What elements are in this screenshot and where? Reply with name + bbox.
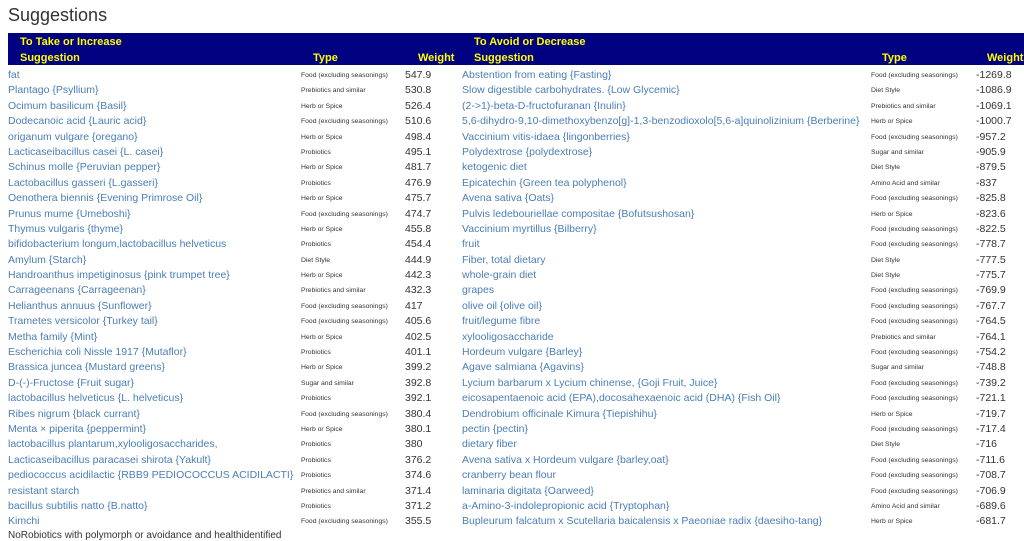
table-row bbox=[462, 191, 1024, 206]
weight-cell: 475.7 bbox=[405, 192, 432, 205]
table-row bbox=[462, 437, 1024, 452]
table-row bbox=[462, 299, 1024, 314]
suggestion-link[interactable]: Brassica juncea {Mustard greens} bbox=[8, 361, 166, 374]
avoid-list bbox=[462, 68, 1024, 530]
table-row bbox=[462, 268, 1024, 283]
suggestion-link[interactable]: Carrageenans {Carrageenan} bbox=[8, 284, 146, 297]
suggestion-link[interactable]: Epicatechin {Green tea polyphenol} bbox=[462, 176, 627, 189]
suggestion-link[interactable]: bacillus subtilis natto {B.natto} bbox=[8, 499, 148, 512]
weight-cell: 442.3 bbox=[405, 269, 432, 282]
suggestion-link[interactable]: whole-grain diet bbox=[462, 269, 537, 282]
type-cell: Prebiotics and similar bbox=[871, 102, 936, 110]
suggestion-link[interactable]: Plantago {Psyllium} bbox=[8, 84, 99, 97]
table-row bbox=[462, 314, 1024, 329]
type-cell: Food (excluding seasonings) bbox=[871, 379, 958, 387]
suggestion-link[interactable]: a-Amino-3-indolepropionic acid {Tryptophan} bbox=[462, 499, 670, 512]
suggestion-link[interactable]: 5,6-dihydro-9,10-dimethoxybenzo[g]-1,3-benzodioxolo[5,6-a]quinolizinium {Berberine} bbox=[462, 115, 860, 128]
table-row bbox=[8, 83, 448, 98]
suggestion-link[interactable]: laminaria digitata {Oarweed} bbox=[462, 484, 594, 497]
suggestion-link[interactable]: Lactobacillus gasseri {L.gasseri} bbox=[8, 176, 159, 189]
table-row bbox=[462, 345, 1024, 360]
suggestion-link[interactable]: fat bbox=[8, 69, 20, 81]
type-cell: Food (excluding seasonings) bbox=[871, 349, 958, 357]
table-row bbox=[462, 499, 1024, 514]
avoid-type-header: Type bbox=[882, 52, 907, 64]
weight-cell: -689.6 bbox=[976, 499, 1006, 512]
type-cell: Food (excluding seasonings) bbox=[301, 302, 388, 310]
suggestion-link[interactable]: Metha family {Mint} bbox=[8, 330, 98, 343]
weight-cell: -681.7 bbox=[976, 515, 1006, 528]
increase-section-header: To Take or Increase bbox=[20, 36, 122, 48]
table-row bbox=[8, 237, 448, 252]
table-row bbox=[462, 68, 1024, 83]
type-cell: Herb or Spice bbox=[301, 225, 343, 233]
table-row bbox=[8, 130, 448, 145]
suggestion-link[interactable]: Fiber, total dietary bbox=[462, 253, 546, 266]
increase-suggestion-header: Suggestion bbox=[20, 52, 80, 64]
table-row bbox=[462, 83, 1024, 98]
suggestion-link[interactable]: Schinus molle {Peruvian pepper} bbox=[8, 161, 161, 174]
suggestion-link[interactable]: Prunus mume {Umeboshi} bbox=[8, 207, 131, 220]
table-row bbox=[8, 468, 448, 483]
table-row bbox=[8, 145, 448, 160]
type-cell: Amino Acid and similar bbox=[871, 179, 940, 187]
weight-cell: 371.2 bbox=[405, 499, 432, 512]
suggestion-link[interactable]: Lycium barbarum x Lycium chinense, {Goji Fruit, Juice} bbox=[462, 376, 718, 389]
weight-cell: 454.4 bbox=[405, 238, 432, 251]
suggestion-link[interactable]: D-(-)-Fructose {Fruit sugar} bbox=[8, 376, 135, 389]
type-cell: Food (excluding seasonings) bbox=[871, 487, 958, 495]
weight-cell: -706.9 bbox=[976, 484, 1006, 497]
type-cell: Food (excluding seasonings) bbox=[301, 210, 388, 218]
type-cell: Food (excluding seasonings) bbox=[871, 287, 958, 295]
suggestion-link[interactable]: Oenothera biennis {Evening Primrose Oil} bbox=[8, 192, 203, 205]
weight-cell: -822.5 bbox=[976, 222, 1006, 235]
type-cell: Food (excluding seasonings) bbox=[871, 72, 958, 79]
table-row bbox=[462, 283, 1024, 298]
type-cell: Amino Acid and similar bbox=[871, 502, 940, 510]
table-row bbox=[8, 299, 448, 314]
table-row bbox=[8, 176, 448, 191]
suggestion-link[interactable]: Ribes nigrum {black currant} bbox=[8, 407, 140, 420]
weight-cell: -711.6 bbox=[976, 453, 1005, 466]
table-row bbox=[462, 99, 1024, 114]
type-cell: Food (excluding seasonings) bbox=[871, 133, 958, 141]
table-row bbox=[8, 407, 448, 422]
suggestion-link[interactable]: lactobacillus plantarum,xylooligosaccharides, bbox=[8, 438, 218, 451]
type-cell: Herb or Spice bbox=[871, 210, 913, 218]
type-cell: Food (excluding seasonings) bbox=[871, 225, 958, 233]
suggestion-link[interactable]: Bupleurum falcatum x Scutellaria baicalensis x Paeoniae radix {daesiho-tang} bbox=[462, 515, 823, 528]
suggestion-link[interactable]: Pulvis ledebouriellae compositae {Bofutsushosan} bbox=[462, 207, 695, 220]
suggestion-link[interactable]: grapes bbox=[462, 284, 495, 297]
type-cell: Probiotics bbox=[301, 241, 331, 249]
suggestion-link[interactable]: fruit bbox=[462, 238, 480, 251]
suggestion-link[interactable]: Menta × piperita {peppermint} bbox=[8, 422, 147, 435]
weight-cell: 355.5 bbox=[405, 515, 432, 528]
avoid-section-header: To Avoid or Decrease bbox=[474, 36, 586, 48]
suggestion-link[interactable]: Hordeum vulgare {Barley} bbox=[462, 346, 583, 359]
type-cell: Food (excluding seasonings) bbox=[301, 518, 388, 526]
type-cell: Prebiotics and similar bbox=[871, 333, 936, 341]
type-cell: Herb or Spice bbox=[301, 425, 343, 433]
page-title: Suggestions bbox=[8, 5, 108, 25]
weight-cell: -719.7 bbox=[976, 407, 1006, 420]
weight-cell: 374.6 bbox=[405, 469, 432, 482]
type-cell: Probiotics bbox=[301, 441, 331, 449]
suggestion-link[interactable]: xylooligosaccharide bbox=[462, 330, 554, 343]
weight-cell: 474.7 bbox=[405, 207, 432, 220]
suggestion-link[interactable]: Ocimum basilicum {Basil} bbox=[8, 99, 127, 112]
table-row bbox=[462, 237, 1024, 252]
suggestion-link[interactable]: bifidobacterium longum,lactobacillus helveticus bbox=[8, 238, 227, 251]
type-cell: Food (excluding seasonings) bbox=[871, 195, 958, 203]
suggestion-link[interactable]: (2->1)-beta-D-fructofuranan {Inulin} bbox=[462, 99, 626, 112]
type-cell: Diet Style bbox=[871, 272, 901, 280]
avoid-weight-header: Weight bbox=[987, 52, 1024, 64]
table-row bbox=[8, 391, 448, 406]
weight-cell: 371.4 bbox=[405, 484, 432, 497]
type-cell: Food (excluding seasonings) bbox=[871, 425, 958, 433]
suggestion-link[interactable]: eicosapentaenoic acid (EPA),docosahexaenoic acid (DHA) {Fish Oil} bbox=[462, 392, 781, 405]
table-row bbox=[462, 114, 1024, 129]
type-cell: Probiotics bbox=[301, 395, 331, 403]
table-row bbox=[462, 453, 1024, 468]
type-cell: Sugar and similar bbox=[871, 364, 924, 372]
table-row bbox=[462, 514, 1024, 529]
type-cell: Probiotics bbox=[301, 456, 331, 464]
weight-cell: 380 bbox=[405, 438, 423, 451]
weight-cell: 432.3 bbox=[405, 284, 432, 297]
weight-cell: -716 bbox=[976, 438, 998, 451]
weight-cell: -717.4 bbox=[976, 422, 1006, 435]
weight-cell: -739.2 bbox=[976, 376, 1006, 389]
type-cell: Herb or Spice bbox=[871, 410, 913, 418]
increase-list bbox=[8, 68, 448, 530]
weight-cell: -721.1 bbox=[976, 392, 1006, 405]
weight-cell: 417 bbox=[405, 299, 423, 312]
increase-weight-header: Weight bbox=[418, 52, 455, 64]
type-cell: Diet Style bbox=[301, 256, 331, 264]
suggestion-link[interactable]: Slow digestible carbohydrates. {Low Glycemic} bbox=[462, 84, 680, 97]
type-cell: Herb or Spice bbox=[301, 364, 343, 372]
type-cell: Sugar and similar bbox=[871, 148, 924, 156]
table-row bbox=[462, 130, 1024, 145]
type-cell: Herb or Spice bbox=[301, 164, 343, 172]
weight-cell: -825.8 bbox=[976, 192, 1006, 205]
table-row bbox=[8, 453, 448, 468]
weight-cell: 392.8 bbox=[405, 376, 432, 389]
type-cell: Prebiotics and similar bbox=[301, 487, 366, 495]
weight-cell: -879.5 bbox=[976, 161, 1006, 174]
weight-cell: 526.4 bbox=[405, 99, 432, 112]
table-row bbox=[462, 376, 1024, 391]
type-cell: Herb or Spice bbox=[871, 518, 913, 526]
weight-cell: 380.1 bbox=[405, 422, 432, 435]
weight-cell: 401.1 bbox=[405, 346, 432, 359]
type-cell: Probiotics bbox=[301, 349, 331, 357]
table-row bbox=[8, 422, 448, 437]
suggestion-link[interactable]: lactobacillus helveticus {L. helveticus} bbox=[8, 392, 184, 405]
table-row bbox=[8, 345, 448, 360]
weight-cell: -823.6 bbox=[976, 207, 1006, 220]
footnote: NoRobiotics with polymorph or avoidance and healthidentified bbox=[8, 530, 282, 541]
suggestion-link[interactable]: Amylum {Starch} bbox=[8, 253, 87, 266]
type-cell: Food (excluding seasonings) bbox=[301, 410, 388, 418]
type-cell: Food (excluding seasonings) bbox=[871, 302, 958, 310]
type-cell: Prebiotics and similar bbox=[301, 87, 366, 95]
type-cell: Food (excluding seasonings) bbox=[871, 395, 958, 403]
type-cell: Probiotics bbox=[301, 472, 331, 480]
weight-cell: -957.2 bbox=[976, 130, 1006, 143]
suggestion-link[interactable]: Helianthus annuus {Sunflower} bbox=[8, 299, 152, 312]
weight-cell: -1069.1 bbox=[976, 99, 1012, 112]
table-row bbox=[462, 176, 1024, 191]
table-row bbox=[8, 99, 448, 114]
table-row bbox=[8, 499, 448, 514]
table-row bbox=[8, 114, 448, 129]
type-cell: Diet Style bbox=[871, 87, 901, 95]
type-cell: Herb or Spice bbox=[871, 118, 913, 126]
type-cell: Food (excluding seasonings) bbox=[301, 72, 388, 79]
weight-cell: -775.7 bbox=[976, 269, 1006, 282]
type-cell: Diet Style bbox=[871, 256, 901, 264]
table-row bbox=[462, 145, 1024, 160]
suggestion-link[interactable]: Avena sativa x Hordeum vulgare {barley,oat} bbox=[462, 453, 669, 466]
table-row bbox=[8, 68, 448, 83]
suggestion-link[interactable]: Kimchi bbox=[8, 515, 40, 528]
suggestion-link[interactable]: olive oil {olive oil} bbox=[462, 299, 542, 312]
weight-cell: 405.6 bbox=[405, 315, 432, 328]
suggestion-link[interactable]: fruit/legume fibre bbox=[462, 315, 541, 328]
type-cell: Food (excluding seasonings) bbox=[871, 472, 958, 480]
type-cell: Herb or Spice bbox=[301, 133, 343, 141]
table-row bbox=[462, 468, 1024, 483]
table-row bbox=[8, 207, 448, 222]
suggestion-link[interactable]: Trametes versicolor {Turkey tail} bbox=[8, 315, 158, 328]
weight-cell: 481.7 bbox=[405, 161, 432, 174]
type-cell: Probiotics bbox=[301, 179, 331, 187]
table-row bbox=[462, 253, 1024, 268]
suggestion-link[interactable]: Lacticaseibacillus casei {L. casei} bbox=[8, 145, 164, 158]
suggestion-link[interactable]: origanum vulgare {oregano} bbox=[8, 130, 138, 143]
weight-cell: -1269.8 bbox=[976, 69, 1012, 81]
weight-cell: -748.8 bbox=[976, 361, 1006, 374]
weight-cell: -905.9 bbox=[976, 145, 1006, 158]
table-row bbox=[8, 376, 448, 391]
weight-cell: -777.5 bbox=[976, 253, 1006, 266]
table-row bbox=[8, 314, 448, 329]
weight-cell: -764.5 bbox=[976, 315, 1006, 328]
avoid-suggestion-header: Suggestion bbox=[474, 52, 534, 64]
type-cell: Food (excluding seasonings) bbox=[871, 318, 958, 326]
suggestion-link[interactable]: Abstention from eating {Fasting} bbox=[462, 69, 612, 81]
weight-cell: -778.7 bbox=[976, 238, 1006, 251]
weight-cell: -754.2 bbox=[976, 346, 1006, 359]
suggestion-link[interactable]: Avena sativa {Oats} bbox=[462, 192, 555, 205]
suggestion-link[interactable]: Lacticaseibacillus paracasei shirota {Yakult} bbox=[8, 453, 211, 466]
table-row bbox=[462, 207, 1024, 222]
suggestion-link[interactable]: Handroanthus impetiginosus {pink trumpet tree} bbox=[8, 269, 230, 282]
type-cell: Herb or Spice bbox=[301, 272, 343, 280]
type-cell: Food (excluding seasonings) bbox=[301, 118, 388, 126]
table-row bbox=[8, 283, 448, 298]
table-row bbox=[462, 222, 1024, 237]
type-cell: Prebiotics and similar bbox=[301, 287, 366, 295]
suggestion-link[interactable]: Vaccinium myrtillus {Bilberry} bbox=[462, 222, 597, 235]
table-row bbox=[8, 268, 448, 283]
table-row bbox=[462, 160, 1024, 175]
type-cell: Diet Style bbox=[871, 164, 901, 172]
table-row bbox=[8, 360, 448, 375]
table-row bbox=[8, 484, 448, 499]
increase-type-header: Type bbox=[313, 52, 338, 64]
table-header-band bbox=[8, 33, 1024, 65]
type-cell: Herb or Spice bbox=[301, 195, 343, 203]
table-row bbox=[462, 360, 1024, 375]
table-row bbox=[8, 437, 448, 452]
weight-cell: -767.7 bbox=[976, 299, 1006, 312]
table-row bbox=[8, 160, 448, 175]
weight-cell: 476.9 bbox=[405, 176, 432, 189]
type-cell: Herb or Spice bbox=[301, 333, 343, 341]
table-row bbox=[462, 330, 1024, 345]
type-cell: Food (excluding seasonings) bbox=[871, 241, 958, 249]
suggestion-link[interactable]: Escherichia coli Nissle 1917 {Mutaflor} bbox=[8, 346, 187, 359]
type-cell: Herb or Spice bbox=[301, 102, 343, 110]
table-row bbox=[8, 514, 448, 529]
weight-cell: -769.9 bbox=[976, 284, 1006, 297]
suggestion-link[interactable]: Polydextrose {polydextrose} bbox=[462, 145, 593, 158]
weight-cell: 402.5 bbox=[405, 330, 432, 343]
table-row bbox=[8, 222, 448, 237]
weight-cell: 510.6 bbox=[405, 115, 432, 128]
type-cell: Diet Style bbox=[871, 441, 901, 449]
suggestion-link[interactable]: pediococcus acidilactic {RBB9 PEDIOCOCCUS ACIDILACTI} bbox=[8, 469, 294, 482]
weight-cell: 530.8 bbox=[405, 84, 432, 97]
type-cell: Food (excluding seasonings) bbox=[301, 318, 388, 326]
weight-cell: 399.2 bbox=[405, 361, 432, 374]
weight-cell: -1000.7 bbox=[976, 115, 1012, 128]
suggestion-link[interactable]: cranberry bean flour bbox=[462, 469, 556, 482]
type-cell: Probiotics bbox=[301, 502, 331, 510]
type-cell: Sugar and similar bbox=[301, 379, 354, 387]
suggestion-link[interactable]: pectin {pectin} bbox=[462, 422, 528, 435]
type-cell: Food (excluding seasonings) bbox=[871, 456, 958, 464]
suggestion-link[interactable]: Agave salmiana {Agavins} bbox=[462, 361, 584, 374]
weight-cell: -837 bbox=[976, 176, 998, 189]
weight-cell: -708.7 bbox=[976, 469, 1006, 482]
suggestion-link[interactable]: ketogenic diet bbox=[462, 161, 527, 174]
suggestion-link[interactable]: resistant starch bbox=[8, 484, 80, 497]
weight-cell: 444.9 bbox=[405, 253, 432, 266]
weight-cell: 376.2 bbox=[405, 453, 432, 466]
weight-cell: 547.9 bbox=[405, 69, 432, 81]
weight-cell: 392.1 bbox=[405, 392, 432, 405]
table-row bbox=[8, 330, 448, 345]
type-cell: Probiotics bbox=[301, 148, 331, 156]
table-row bbox=[8, 191, 448, 206]
suggestion-link[interactable]: Dodecanoic acid {Lauric acid} bbox=[8, 115, 147, 128]
weight-cell: 498.4 bbox=[405, 130, 432, 143]
table-row bbox=[462, 422, 1024, 437]
table-row bbox=[462, 407, 1024, 422]
suggestion-link[interactable]: Thymus vulgaris {thyme} bbox=[8, 222, 123, 235]
weight-cell: 455.8 bbox=[405, 222, 432, 235]
suggestion-link[interactable]: dietary fiber bbox=[462, 438, 517, 451]
weight-cell: 495.1 bbox=[405, 145, 432, 158]
suggestion-link[interactable]: Dendrobium officinale Kimura {Tiepishihu} bbox=[462, 407, 657, 420]
table-row bbox=[8, 253, 448, 268]
suggestion-link[interactable]: Vaccinium vitis-idaea {lingonberries} bbox=[462, 130, 630, 143]
weight-cell: 380.4 bbox=[405, 407, 432, 420]
weight-cell: -764.1 bbox=[976, 330, 1006, 343]
table-row bbox=[462, 391, 1024, 406]
weight-cell: -1086.9 bbox=[976, 84, 1012, 97]
table-row bbox=[462, 484, 1024, 499]
